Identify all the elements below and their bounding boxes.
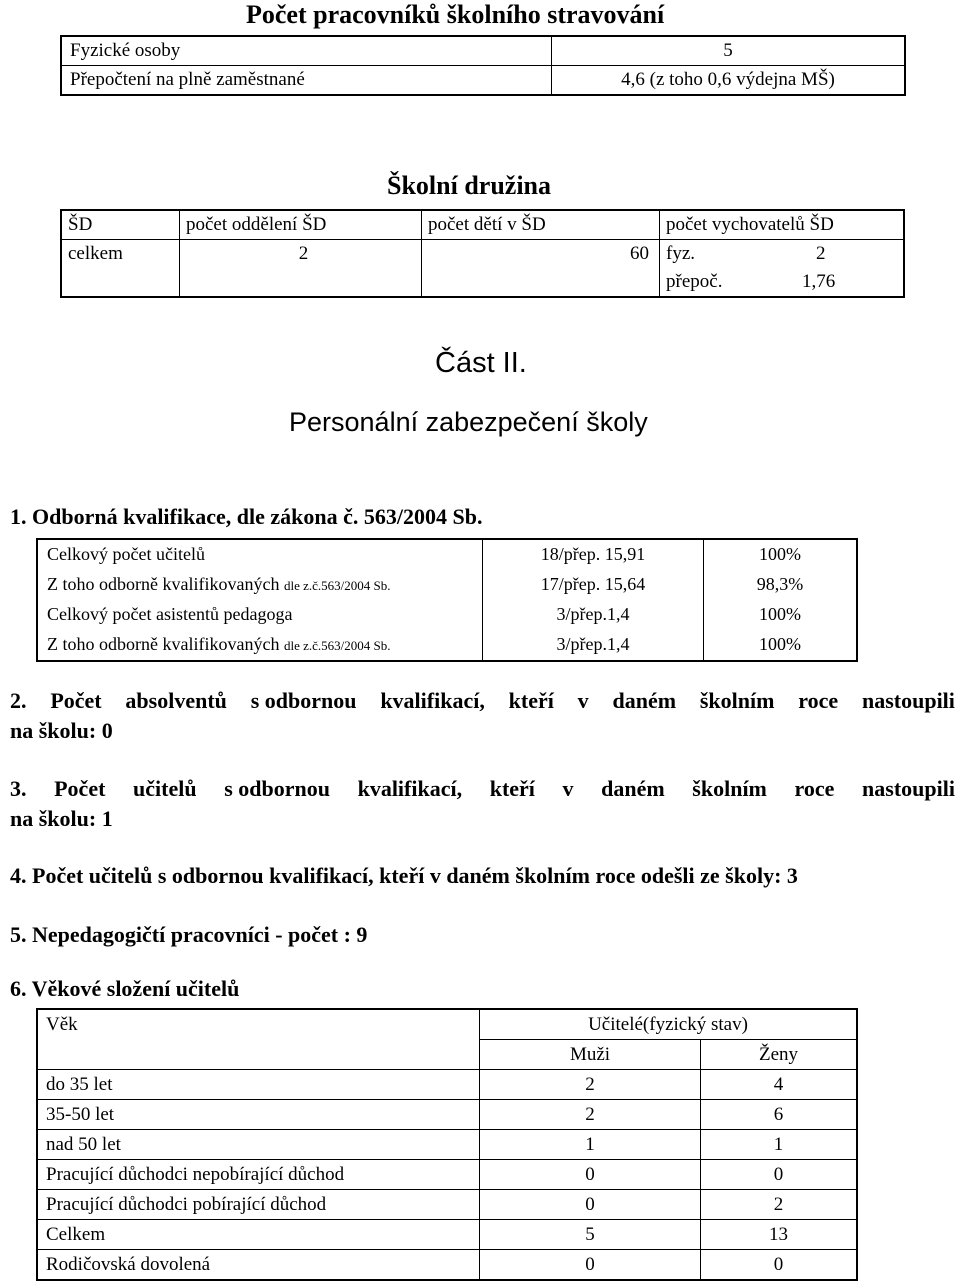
fyz-value: 2 [816,243,826,264]
header-cell: počet dětí v ŠD [422,210,660,240]
word: s odbornou [250,688,357,713]
word: roce [794,776,835,801]
row-vek: Celkem [37,1220,480,1250]
word: daném [612,688,677,713]
row-muzi: 0 [480,1250,701,1281]
row-vek: nad 50 let [37,1130,480,1160]
word: školním [692,776,767,801]
word: s odbornou [224,776,330,801]
table-row [61,240,904,298]
word: 3. [10,776,27,801]
table-row [37,1070,857,1100]
word: kteří [508,688,554,713]
row-zeny: 13 [701,1220,858,1250]
row-muzi: 0 [480,1190,701,1220]
stravovani-table [60,35,906,96]
row-muzi: 0 [480,1160,701,1190]
prepoc-label: přepoč. [666,271,723,292]
row-vek: Pracující důchodci nepobírající důchod [37,1160,480,1190]
row-label: celkem [61,240,180,298]
table-row [37,1100,857,1130]
row-percent: 100% [759,544,801,564]
word: nastoupili [861,688,955,713]
row-percent: 100% [759,634,801,654]
word: učitelů [133,776,197,801]
section6-heading: 6. Věkové složení učitelů [10,976,240,1001]
row-muzi: 5 [480,1220,701,1250]
section2-line2: na školu: 0 [10,718,113,743]
header-cell: počet vychovatelů ŠD [660,210,905,240]
word: kvalifikací, [357,776,463,801]
table-row [61,36,905,66]
word: Počet [54,776,106,801]
stravovani-title: Počet pracovníků školního stravování [246,0,665,29]
row-zeny: 1 [701,1130,858,1160]
row-vek: Rodičovská dovolená [37,1250,480,1281]
row-count: 18/přep. 15,91 [483,539,704,570]
row-label: Celkový počet asistentů pedagoga [37,600,483,630]
table-row [37,600,857,630]
vychovatele-cell [660,240,905,298]
age-table [36,1008,858,1281]
row-muzi: 1 [480,1130,701,1160]
header-group: Učitelé(fyzický stav) [480,1009,858,1040]
word: kteří [489,776,535,801]
qualification-table [36,538,858,662]
row-percent: 100% [759,604,801,624]
section3-line2: na školu: 1 [10,806,113,831]
header-zeny: Ženy [701,1040,858,1070]
row-zeny: 0 [701,1250,858,1281]
section3-line1 [10,776,955,802]
header-cell: ŠD [61,210,180,240]
section4-text: 4. Počet učitelů s odbornou kvalifikací, kteří v daném školním roce odešli ze školy: 3 [10,863,798,888]
part-title: Část II. [435,347,527,379]
word: školním [699,688,775,713]
word: Počet [50,688,102,713]
table-row [37,1130,857,1160]
table-row [37,539,857,570]
fyz-label: fyz. [666,243,696,264]
row-value: 5 [552,36,906,66]
table-row [37,570,857,600]
row-count: 3/přep.1,4 [483,630,704,661]
table-header-row [61,210,904,240]
row-label: Přepočtení na plně zaměstnané [61,66,552,96]
word: v [562,776,574,801]
row-vek: do 35 let [37,1070,480,1100]
header-vek: Věk [37,1009,480,1070]
table-row [37,1220,857,1250]
prepoc-value: 1,76 [802,271,836,292]
word: 2. [10,688,27,713]
deti-value: 60 [422,240,660,298]
word: v [577,688,589,713]
row-count: 17/přep. 15,64 [483,570,704,600]
row-vek: 35-50 let [37,1100,480,1130]
druzina-table [60,209,905,298]
row-label: Z toho odborně kvalifikovaných dle z.č.563/2004 Sb. [37,630,483,661]
oddeleni-value: 2 [180,240,422,298]
row-value: 4,6 (z toho 0,6 výdejna MŠ) [552,66,906,96]
table-row [37,1160,857,1190]
word: roce [798,688,839,713]
row-label: Z toho odborně kvalifikovaných dle z.č.563/2004 Sb. [37,570,483,600]
row-muzi: 2 [480,1100,701,1130]
part-subtitle: Personální zabezpečení školy [289,407,648,437]
word: daném [601,776,665,801]
header-cell: počet oddělení ŠD [180,210,422,240]
row-vek: Pracující důchodci pobírající důchod [37,1190,480,1220]
section1-heading: 1. Odborná kvalifikace, dle zákona č. 563/2004 Sb. [10,504,483,529]
row-muzi: 2 [480,1070,701,1100]
word: kvalifikací, [380,688,485,713]
section5-text: 5. Nepedagogičtí pracovníci - počet : 9 [10,922,368,947]
header-muzi: Muži [480,1040,701,1070]
row-zeny: 4 [701,1070,858,1100]
table-row [37,630,857,661]
row-count: 3/přep.1,4 [483,600,704,630]
row-label: Celkový počet učitelů [37,539,483,570]
row-label: Fyzické osoby [61,36,552,66]
row-percent: 98,3% [756,574,804,594]
table-header-row [37,1009,857,1040]
table-row [37,1190,857,1220]
row-zeny: 0 [701,1160,858,1190]
row-zeny: 6 [701,1100,858,1130]
table-row [37,1250,857,1281]
section2-line1 [10,688,955,714]
word: nastoupili [862,776,955,801]
druzina-title: Školní družina [387,171,552,200]
word: absolventů [125,688,227,713]
row-zeny: 2 [701,1190,858,1220]
table-row [61,66,905,96]
